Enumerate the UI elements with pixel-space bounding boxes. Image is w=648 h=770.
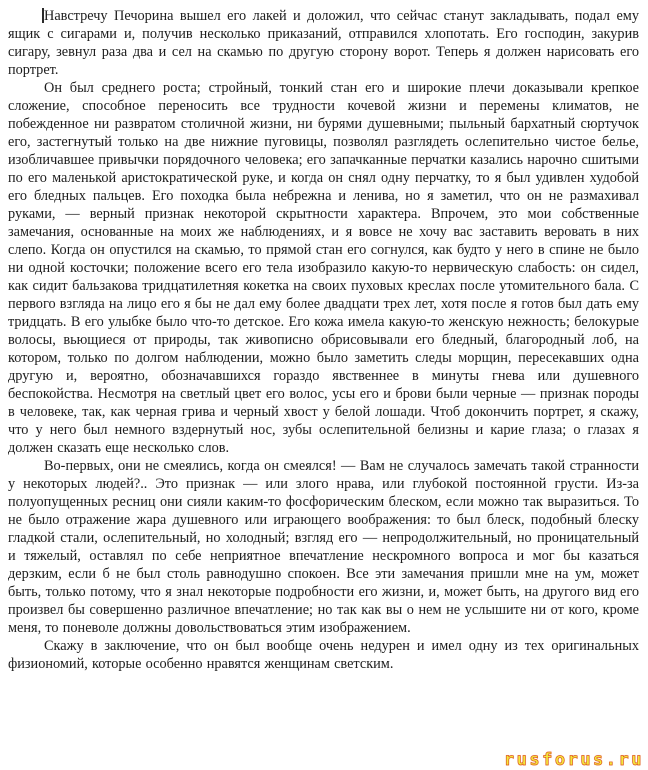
watermark-rusforus: rusforus.ru [503, 750, 644, 770]
paragraph-4[interactable]: Скажу в заключение, что он был вообще очень недурен и имел одну из тех оригинальных физиономий, которые особенно нравятся женщинам светским. [8, 638, 639, 672]
paragraph-3[interactable]: Во-первых, они не смеялись, когда он смеялся! — Вам не случалось замечать такой странности у некоторых людей?.. Это признак — или злого нрава, или глубокой постоянной грусти. Из-за полуопущенных ресниц они сияли каким-то фосфорическим блеском, если можно так выразиться. То не было отражение жара душевного или играющего воображения: то был блеск, подобный блеску гладкой стали, ослепительный, но холодный; взгляд его — непродолжительный, но проницательный и тяжелый, оставлял по себе неприятное впечатление нескромного вопроса и мог бы казаться дерзким, если б не был столь равнодушно спокоен. Все эти замечания пришли мне на ум, может быть, только потому, что я знал некоторые подробности его жизни, и, может быть, на другого вид его произвел бы совершенно различное впечатление; но так как вы о нем не услышите ни от кого, кроме меня, то поневоле должны довольствоваться этим изображением. [8, 458, 639, 636]
text-cursor [42, 8, 44, 23]
paragraph-2[interactable]: Он был среднего роста; стройный, тонкий стан его и широкие плечи доказывали крепкое сложение, способное переносить все трудности кочевой жизни и перемены климатов, не побежденное ни развратом столичной жизни, ни бурями душевными; пыльный бархатный сюртучок его, застегнутый только на две нижние пуговицы, позволял разглядеть ослепительно чистое белье, изобличавшее привычки порядочного человека; его запачканные перчатки казались нарочно сшитыми по его маленькой аристократической руке, и когда он снял одну перчатку, то я был удивлен худобой его бледных пальцев. Его походка была небрежна и ленива, но я заметил, что он не размахивал руками, — верный признак некоторой скрытности характера. Впрочем, это мои собственные замечания, основанные на моих же наблюдениях, и я вовсе не хочу вас заставить веровать в них слепо. Когда он опустился на скамью, то прямой стан его согнулся, как будто у него в спине не было ни одной косточки; положение всего его тела изобразило какую-то нервическую слабость: он сидел, как сидит бальзакова тридцатилетняя кокетка на своих пуховых креслах после утомительного бала. С первого взгляда на лицо его я бы не дал ему более двадцати трех лет, хотя после я готов был дать ему тридцать. В его улыбке было что-то детское. Его кожа имела какую-то женскую нежность; белокурые волосы, вьющиеся от природы, так живописно обрисовывали его бледный, благородный лоб, на котором, только по долгом наблюдении, можно было заметить следы морщин, пересекавших одна другую и, вероятно, обозначавшихся гораздо явственнее в минуты гнева или душевного беспокойства. Несмотря на светлый цвет его волос, усы его и брови были черные — признак породы в человеке, так, как черная грива и черный хвост у белой лошади. Чтоб докончить портрет, я скажу, что у него был немного вздернутый нос, зубы ослепительной белизны и карие глаза; о глазах я должен сказать еще несколько слов. [8, 80, 639, 456]
paragraph-1[interactable]: Навстречу Печорина вышел его лакей и доложил, что сейчас станут закладывать, подал ему ящик с сигарами и, получив несколько приказаний, отправился хлопотать. Его господин, закурив сигару, зевнул раза два и сел на скамью по другую сторону ворот. Теперь я должен нарисовать его портрет. [8, 8, 639, 78]
